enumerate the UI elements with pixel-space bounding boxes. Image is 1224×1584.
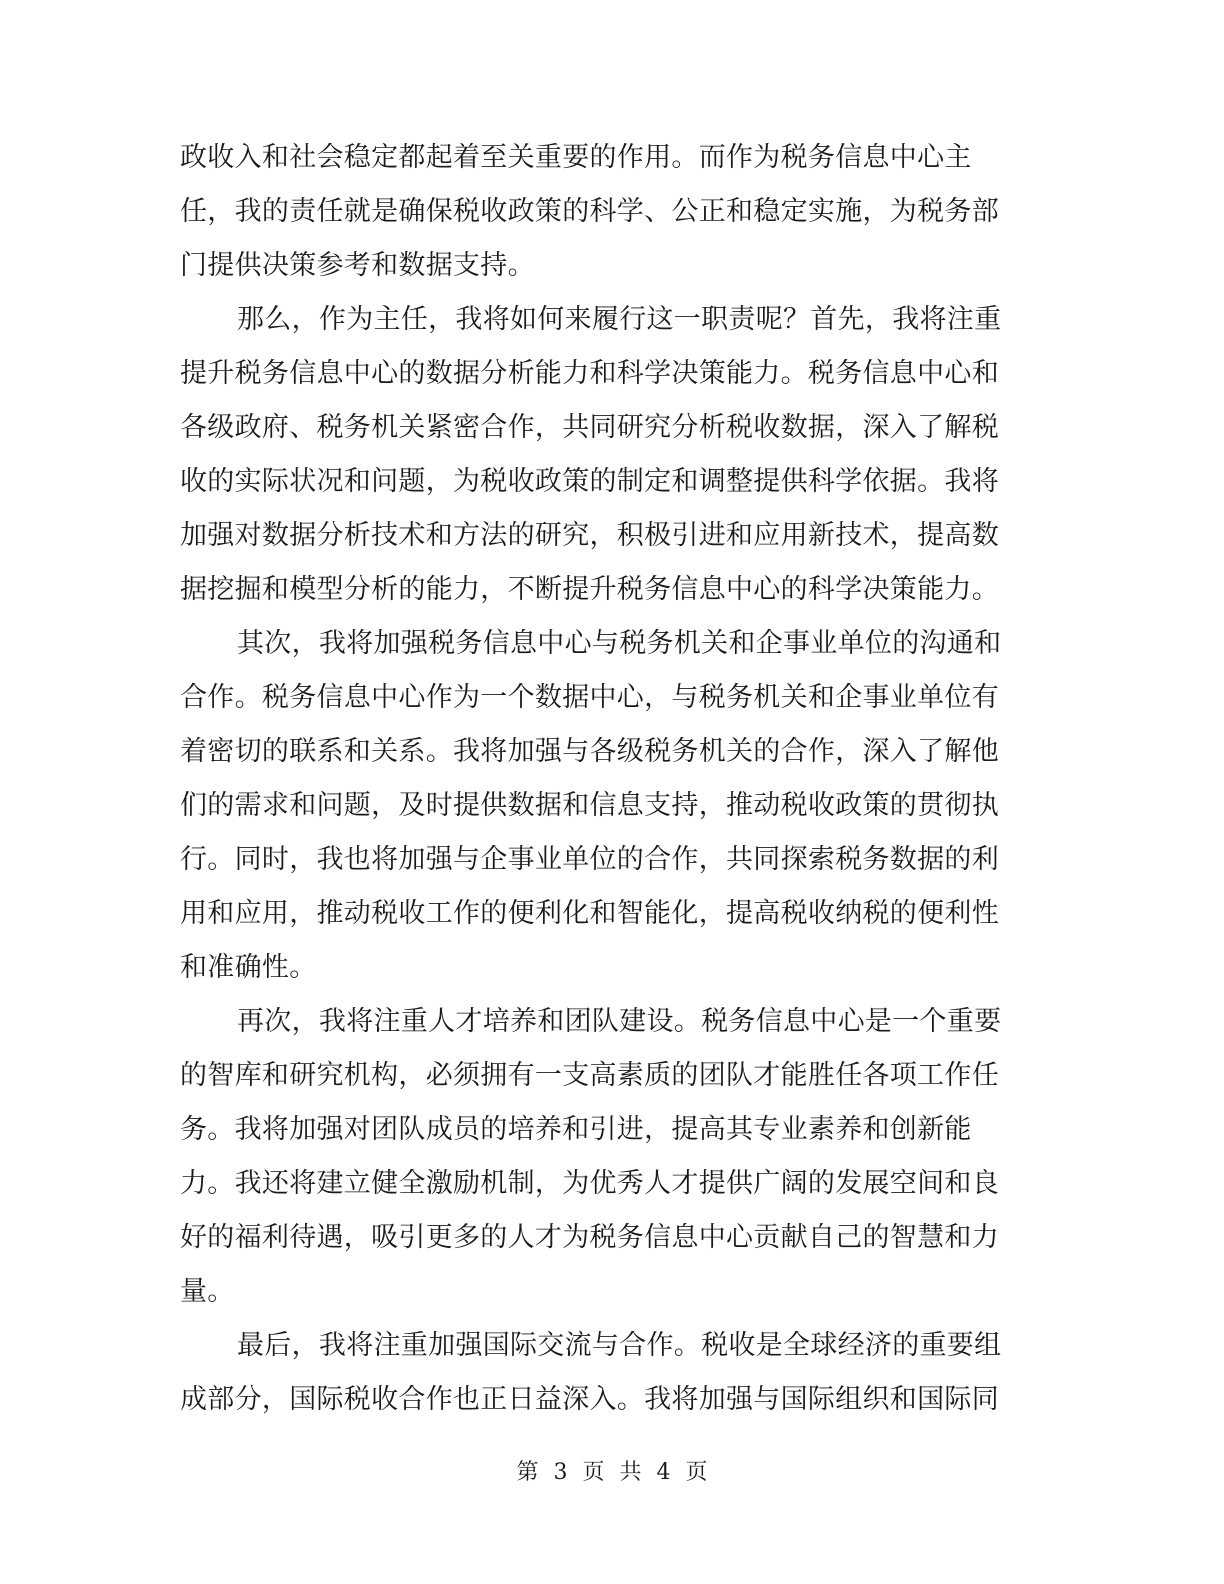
- text-line-7: 收的实际状况和问题，为税收政策的制定和调整提供科学依据。我将: [180, 466, 999, 497]
- text-line-6: 各级政府、税务机关紧密合作，共同研究分析税收数据，深入了解税: [180, 412, 999, 443]
- text-line-5: 提升税务信息中心的数据分析能力和科学决策能力。税务信息中心和: [180, 358, 999, 389]
- footer-total-word: 共: [619, 1460, 642, 1485]
- text-line-14: 行。同时，我也将加强与企事业单位的合作，共同探索税务数据的利: [180, 844, 999, 875]
- text-line-22: 量。: [180, 1276, 235, 1307]
- text-line-1: 政收入和社会稳定都起着至关重要的作用。而作为税务信息中心主: [180, 142, 972, 173]
- text-line-11: 合作。税务信息中心作为一个数据中心，与税务机关和企事业单位有: [180, 682, 999, 713]
- text-line-19: 务。我将加强对团队成员的培养和引进，提高其专业素养和创新能: [180, 1114, 972, 1145]
- current-page-number: 3: [553, 1460, 568, 1485]
- text-line-21: 好的福利待遇，吸引更多的人才为税务信息中心贡献自己的智慧和力: [180, 1222, 999, 1253]
- text-line-12: 着密切的联系和关系。我将加强与各级税务机关的合作，深入了解他: [180, 736, 999, 767]
- text-line-17: 再次，我将注重人才培养和团队建设。税务信息中心是一个重要: [237, 1006, 1002, 1037]
- total-page-number: 4: [656, 1460, 671, 1485]
- text-line-4: 那么，作为主任，我将如何来履行这一职责呢？首先，我将注重: [237, 304, 1002, 335]
- text-line-10: 其次，我将加强税务信息中心与税务机关和企事业单位的沟通和: [237, 628, 1002, 659]
- page-footer: [0, 1458, 1224, 1488]
- document-body: [180, 131, 1015, 1427]
- text-line-13: 们的需求和问题，及时提供数据和信息支持，推动税收政策的贯彻执: [180, 790, 999, 821]
- text-line-24: 成部分，国际税收合作也正日益深入。我将加强与国际组织和国际同: [180, 1384, 999, 1415]
- text-line-20: 力。我还将建立健全激励机制，为优秀人才提供广阔的发展空间和良: [180, 1168, 999, 1199]
- text-line-9: 据挖掘和模型分析的能力，不断提升税务信息中心的科学决策能力。: [180, 574, 999, 605]
- text-line-15: 用和应用，推动税收工作的便利化和智能化，提高税收纳税的便利性: [180, 898, 999, 929]
- text-line-23: 最后，我将注重加强国际交流与合作。税收是全球经济的重要组: [237, 1330, 1002, 1361]
- text-line-2: 任，我的责任就是确保税收政策的科学、公正和稳定实施，为税务部: [180, 196, 999, 227]
- footer-prefix: 第: [516, 1460, 539, 1485]
- text-line-16: 和准确性。: [180, 952, 317, 983]
- text-line-3: 门提供决策参考和数据支持。: [180, 250, 535, 281]
- text-line-8: 加强对数据分析技术和方法的研究，积极引进和应用新技术，提高数: [180, 520, 999, 551]
- footer-suffix: 页: [685, 1460, 708, 1485]
- text-line-18: 的智库和研究机构，必须拥有一支高素质的团队才能胜任各项工作任: [180, 1060, 999, 1091]
- footer-page-word: 页: [582, 1460, 605, 1485]
